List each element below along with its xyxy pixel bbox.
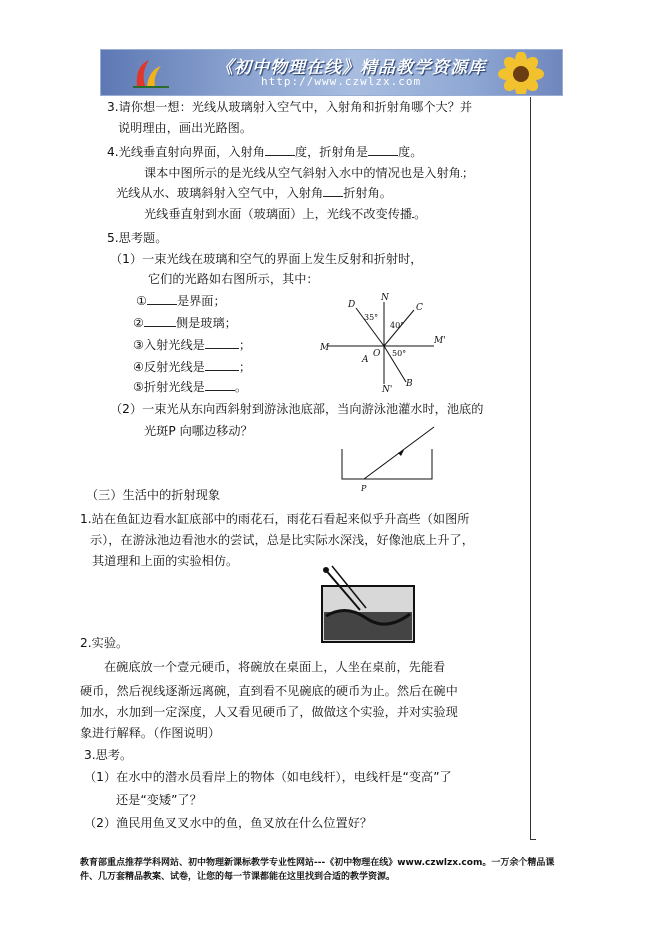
para3-line: 光线垂直射到水面（玻璃面）上，光线不改变传播 。: [144, 207, 427, 221]
label-b: B: [406, 379, 413, 389]
banner-title: 《初中物理在线》精品教学资源库: [216, 58, 486, 78]
margin-rule: [530, 97, 531, 839]
s1-line3: 其道理和上面的实验相仿。: [92, 554, 239, 568]
label-p: P: [361, 484, 367, 493]
exp-line2: 硬币，然后视线逐渐远离碗，直到看不见碗底的硬币为止。然后在碗中: [80, 684, 458, 698]
item-5-blank[interactable]: [205, 378, 235, 391]
s2-heading: 2.实验。: [80, 636, 129, 650]
tank-gravel: [324, 612, 412, 640]
pool-diagram: [334, 423, 444, 495]
fish-tank-image: [316, 564, 420, 646]
item-5: ⑤折射光线是 。: [133, 380, 248, 394]
q4-text-c: 度。: [398, 145, 423, 159]
banner-url[interactable]: http://www.czwlzx.com: [261, 75, 422, 88]
q4-blank-2[interactable]: [368, 143, 398, 156]
q5-heading: 5.思考题。: [107, 231, 168, 245]
item-2: ② 侧是玻璃；: [133, 316, 237, 330]
footer-line2: 件、几万套精品教案、试卷，让您的每一节课都能在这里找到合适的教学资源。: [80, 872, 396, 882]
para3-text: 光线垂直射到水面（玻璃面）上，光线不改变传播: [144, 207, 413, 221]
label-d: D: [348, 300, 356, 310]
think-2-line: （2）渔民用鱼叉叉水中的鱼，鱼叉放在什么位置好？: [84, 816, 373, 830]
eye-icon: [323, 567, 329, 573]
s1-line2: 示），在游泳池边看池水的尝试，总是比实际水深浅，好像池底上升了，: [90, 533, 474, 547]
label-m: M: [320, 343, 330, 353]
exp-line3: 加水，水加到一定深度，人又看见硬币了，做做这个实验，并对实验现: [80, 705, 458, 719]
q5-1-line2: 它们的光路如右图所示，其中：: [148, 272, 319, 286]
label-a: A: [362, 355, 369, 365]
think-1-line2: 还是“变矮”了？: [116, 793, 202, 807]
angle-40: 40°: [390, 321, 405, 330]
para2-line: [116, 184, 392, 202]
para2-text-a: 光线从水、玻璃斜射入空气中，入射角: [116, 186, 324, 200]
item-2-blank[interactable]: [144, 314, 176, 327]
think-1-line1: （1）在水中的潜水员看岸上的物体（如电线杆），电线杆是“变高”了: [84, 770, 452, 784]
label-c: C: [416, 303, 423, 313]
para1-text: 课本中图所示的是光线从空气斜射入水中的情况也是入射角: [144, 166, 461, 180]
footer-line1: 教育部重点推荐学科网站、初中物理新课标教学专业性网站---《初中物理在线》www.czwlzx.com。一万余个精品课: [80, 858, 555, 868]
label-o: O: [373, 349, 381, 359]
header-banner: [100, 49, 563, 96]
q5-2-line1: （2）一束光从东向西斜射到游泳池底部，当向游泳池灌水时，池底的: [110, 402, 484, 416]
angle-50: 50°: [392, 349, 407, 358]
para1-line: 课本中图所示的是光线从空气斜射入水中的情况也是入射角；: [144, 166, 475, 180]
q4-blank-1[interactable]: [265, 143, 295, 156]
item-4: ④反射光线是 ；: [133, 360, 252, 374]
item-3-blank[interactable]: [205, 336, 239, 349]
s1-line1: 1.站在鱼缸边看水缸底部中的雨花石，雨花石看起来似乎升高些（如图所: [80, 512, 470, 526]
q3-line2: 说明理由，画出光路图。: [118, 121, 253, 135]
section-3-heading: （三）生活中的折射现象: [86, 488, 221, 502]
refraction-diagram: [316, 292, 456, 392]
item-4-blank[interactable]: [205, 358, 239, 371]
s3-heading: 3.思考。: [84, 748, 133, 762]
q4-line: [107, 143, 422, 161]
pool-outline: [342, 449, 432, 479]
exp-line4: 象进行解释。（作图说明）: [80, 726, 221, 740]
item-1: ① 是界面；: [136, 294, 226, 308]
item-1-blank[interactable]: [147, 292, 177, 305]
label-mp: M': [434, 336, 446, 346]
para2-blank[interactable]: [323, 184, 343, 197]
q3-line1: 3.请你想一想：光线从玻璃射入空气中，入射角和折射角哪个大？并: [107, 100, 473, 114]
margin-rule-foot: [530, 839, 536, 840]
sunflower-icon: [486, 52, 556, 94]
exp-line1: 在碗底放一个壹元硬币，将碗放在桌面上，人坐在桌前，先能看: [104, 660, 446, 674]
label-n: N: [381, 293, 389, 303]
label-np: N': [382, 385, 393, 392]
site-logo-icon: [131, 56, 171, 90]
para2-text-b: 折射角。: [343, 186, 392, 200]
item-3: ③入射光线是 ；: [133, 338, 252, 352]
q5-2-line2: 光斑P 向哪边移动？: [144, 424, 253, 438]
angle-35: 35°: [364, 313, 379, 322]
q5-1-line1: （1）一束光线在玻璃和空气的界面上发生反射和折射时，: [110, 252, 423, 266]
q4-text-b: 度，折射角是: [294, 145, 369, 159]
q4-text-a: 4.光线垂直射向界面，入射角: [107, 145, 265, 159]
